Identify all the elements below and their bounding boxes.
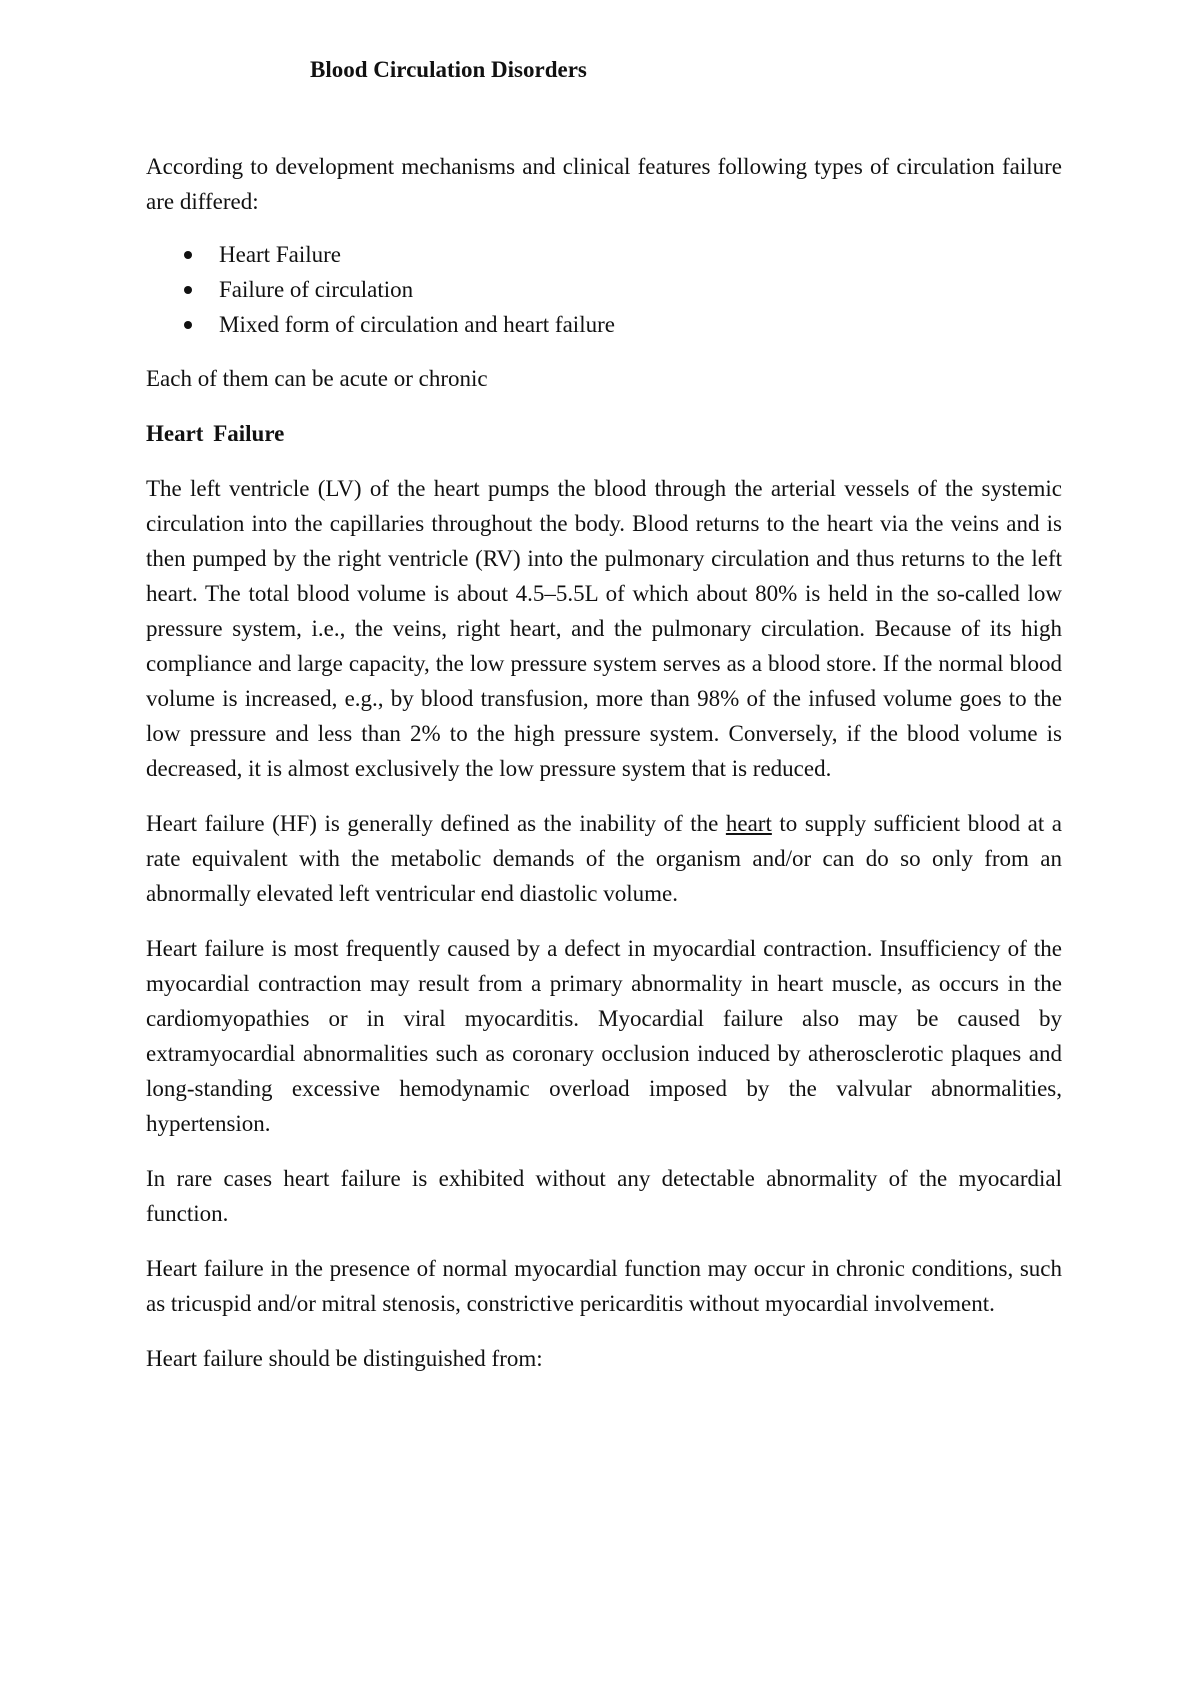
distinguish-paragraph: Heart failure should be distinguished from: xyxy=(146,1346,543,1371)
list-item-text: Mixed form of circulation and heart failure xyxy=(219,312,615,337)
causes-paragraph: Heart failure is most frequently caused by a defect in myocardial contraction. Insufficiency of the myocardial contraction may result from a primary abnormality in heart muscle, as occurs in the cardiomyopathies or in viral myocarditis. Myocardial failure also may be caused by extramyocardial abnormalities such as coronary occlusion induced by atherosclerotic plaques and long-standing excessive hemodynamic overload imposed by the valvular abnormalities, hypertension. xyxy=(146,936,1062,1136)
definition-text-end: to supply sufficient blood at a rate equivalent with the metabolic demands of the organism and/or can do so only from an abnormally elevated left ventricular end diastolic volume. xyxy=(146,811,1062,906)
bullet-icon xyxy=(184,321,192,329)
list-item xyxy=(146,272,1062,307)
intro-paragraph: According to development mechanisms and clinical features following types of circulation failure are differed: xyxy=(146,154,1062,214)
rare-cases-paragraph: In rare cases heart failure is exhibited without any detectable abnormality of the myocardial function. xyxy=(146,1166,1062,1226)
document-title: Blood Circulation Disorders xyxy=(310,57,587,82)
list-item-text: Heart Failure xyxy=(219,242,341,267)
list-item xyxy=(146,307,1062,342)
document-page xyxy=(146,52,1062,1376)
list-item-text: Failure of circulation xyxy=(219,277,414,302)
bullet-icon xyxy=(184,251,192,259)
normal-function-paragraph: Heart failure in the presence of normal myocardial function may occur in chronic conditions, such as tricuspid and/or mitral stenosis, constrictive pericarditis without myocardial involvement. xyxy=(146,1256,1062,1316)
definition-paragraph xyxy=(146,806,1062,911)
list-item xyxy=(146,237,1062,272)
section-heading-heart-failure: Heart Failure xyxy=(146,421,285,446)
definition-text-start: Heart failure (HF) is generally defined as the inability of the xyxy=(146,811,726,836)
circulation-paragraph: The left ventricle (LV) of the heart pumps the blood through the arterial vessels of the systemic circulation into the capillaries throughout the body. Blood returns to the heart via the veins and is then pumped by the right ventricle (RV) into the pulmonary circulation and thus returns to the left heart. The total blood volume is about 4.5–5.5L of which about 80% is held in the so-called low pressure system, i.e., the veins, right heart, and the pulmonary circulation. Because of its high compliance and large capacity, the low pressure system serves as a blood store. If the normal blood volume is increased, e.g., by blood transfusion, more than 98% of the infused volume goes to the low pressure and less than 2% to the high pressure system. Conversely, if the blood volume is decreased, it is almost exclusively the low pressure system that is reduced. xyxy=(146,476,1062,781)
failure-types-list xyxy=(146,237,1062,342)
acute-chronic-note: Each of them can be acute or chronic xyxy=(146,366,488,391)
heart-link[interactable]: heart xyxy=(725,811,772,836)
bullet-icon xyxy=(184,286,192,294)
